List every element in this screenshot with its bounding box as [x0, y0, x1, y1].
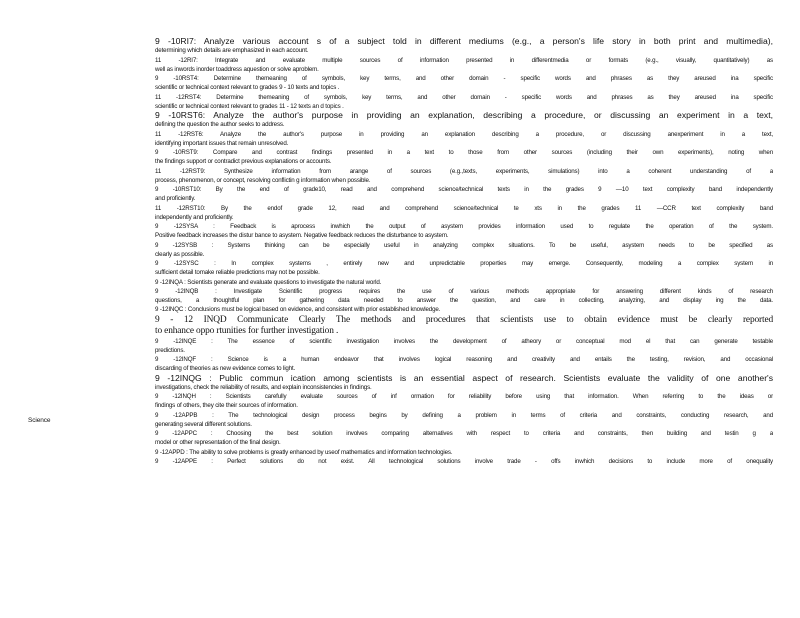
standard-text-line: Positive feedback increases the distur bance to asystem. Negative feedback reduces the disturbance to asystem. — [155, 232, 449, 240]
standard-entry — [155, 315, 773, 337]
standard-text-line: 9 -10RST4: Determine themeaning of symbols, key terms, and other domain - specific words and phrases as they areused ina specific — [155, 75, 773, 82]
subject-label: Science — [28, 417, 51, 424]
standard-text-line: 11 -12RST6: Analyze the author's purpose in providing an explanation describing a procedure, or discussing anexperiment in a text, — [155, 130, 773, 138]
standard-text-line: 9 -12INQG : Public commun ication among scientists is an essential aspect of research. Scientists evaluate the validity of one another's — [155, 373, 773, 383]
standard-text-line: process, phenomenon, or concept, resolving conflictin g information when possible. — [155, 176, 371, 184]
standard-text-line: well as inwords inorder toaddress aquestion or solve aproblem. — [155, 65, 319, 73]
standard-text-line: 9 -12SYSA : Feedback is aprocess inwhich the output of asystem provides information used to regulate the operation of the system. — [155, 223, 773, 230]
standard-text-line: 9 -10RST10: By the end of grade10, read and comprehend science/technical texts in the grades 9 —10 text complexity band independently — [155, 186, 773, 193]
standard-text-line: 9 -12INQC : Conclusions must be logical based on evidence, and consistent with prior established knowledge. — [155, 306, 441, 314]
standard-entry — [155, 278, 773, 287]
standard-text-line: 11 -12RST10: By the endof grade 12, read and comprehend science/technical te xts in the grades 11 —CCR text complexity band — [155, 204, 773, 212]
standard-text-line: 9 -10RI7: Analyze various account s of a subject told in different mediums (e.g., a person's life story in both print and multimedia), — [155, 37, 773, 46]
standard-text-line: the findings support or contradict previous explanations or accounts. — [155, 158, 332, 166]
standard-entry — [155, 74, 773, 93]
standard-text-line: and proficiently. — [155, 195, 196, 203]
standards-document — [155, 37, 773, 466]
standard-entry — [155, 259, 773, 278]
standard-text-line: discarding of theories as new evidence comes to light. — [155, 365, 296, 373]
standard-entry — [155, 111, 773, 130]
standard-entry — [155, 204, 773, 223]
standard-text-line: 9 -12APPB : The technological design process begins by defining a problem in terms of criteria and constraints, conducting research, and — [155, 411, 773, 419]
standard-entry — [155, 222, 773, 241]
standard-text-line: model or other representation of the final design. — [155, 439, 281, 447]
standard-entry — [155, 93, 773, 112]
standard-text-line: 9 -12APPD : The ability to solve problems is greatly enhanced by useof mathematics and information technologies. — [155, 448, 453, 456]
standard-text-line: generating several different solutions. — [155, 420, 252, 428]
standard-entry — [155, 411, 773, 430]
standard-text-line: 9 -10RST6: Analyze the author's purpose in providing an explanation, describing a procedure, or discussing an experiment in a text, — [155, 111, 773, 120]
standard-text-line: determining which details are emphasized in each account. — [155, 47, 309, 55]
standard-entry — [155, 457, 773, 466]
standard-entry — [155, 185, 773, 204]
standard-text-line: to enhance oppo rtunities for further investigation . — [155, 325, 339, 336]
standard-entry — [155, 429, 773, 448]
standard-text-line: scientific or technical context relevant to grades 9 - 10 texts and topics . — [155, 84, 340, 92]
standard-entry — [155, 167, 773, 186]
standard-text-line: 9 -12SYSB : Systems thinking can be especially useful in analyzing complex situations. To be useful, asystem needs to be specified as — [155, 241, 773, 249]
standard-text-line: 11 -12RI7: Integrate and evaluate multiple sources of information presented in differentmedia or formats (e.g., visually, quantitatively) as — [155, 56, 773, 64]
standard-entry — [155, 287, 773, 306]
standard-entry — [155, 241, 773, 260]
standard-text-line: 11 -12RST4: Determine themeaning of symbols, key terms, and other domain - specific words and phrases as they areused ina specific — [155, 93, 773, 101]
standard-text-line: defining the question the author seeks to address. — [155, 121, 285, 129]
standard-entry — [155, 337, 773, 356]
standard-entry — [155, 448, 773, 457]
standard-text-line: 9 -12INQA : Scientists generate and evaluate questions to investigate the natural world. — [155, 278, 382, 286]
standard-text-line: independently and proficiently. — [155, 213, 234, 221]
standard-text-line: 9 -12APPC : Choosing the best solution involves comparing alternatives with respect to criteria and constraints, then building and testin g a — [155, 430, 773, 437]
standard-text-line: investigations, check the reliability of results, and explain inconsistencies in findings. — [155, 383, 372, 391]
standard-text-line: identifying important issues that remain unresolved. — [155, 139, 289, 147]
standard-text-line: 9 -12INQH : Scientists carefully evaluate sources of inf ormation for reliability before using that information. When referring to the ideas or — [155, 393, 773, 400]
standard-text-line: 9 - 12 INQD Communicate Clearly The methods and procedures that scientists use to obtain evidence must be clearly reported — [155, 314, 773, 325]
standard-entry — [155, 37, 773, 56]
standard-entry — [155, 56, 773, 75]
standard-text-line: 11 -12RST9: Synthesize information from arange of sources (e.g.,texts, experiments, simulations) into a coherent understanding of a — [155, 167, 773, 175]
standard-text-line: 9 -12SYSC : In complex systems , entirely new and unpredictable properties may emerge. Consequently, modeling a complex system in — [155, 260, 773, 267]
standard-entry — [155, 392, 773, 411]
standard-text-line: 9 -10RST9: Compare and contrast findings presented in a text to those from other sources (including their own experiments), noting when — [155, 149, 773, 156]
standard-entry — [155, 130, 773, 149]
standard-text-line: 9 -12INQF : Science is a human endeavor that involves logical reasoning and creativity and entails the testing, revision, and occasional — [155, 356, 773, 363]
standard-text-line: 9 -12APPE : Perfect solutions do not exist. All technological solutions involve trade - offs inwhich decisions to include more of onequality — [155, 457, 773, 465]
standard-text-line: findings of others, they cite their sources of information. — [155, 402, 298, 410]
standard-entry — [155, 355, 773, 374]
standard-text-line: questions, a thoughtful plan for gathering data needed to answer the question, and care in collecting, analyzing, and display ing the data. — [155, 297, 773, 304]
standard-entry — [155, 305, 773, 314]
standard-text-line: clearly as possible. — [155, 250, 205, 258]
standard-text-line: 9 -12INQB : Investigate Scientific progress requires the use of various methods appropriate for answering different kinds of research — [155, 287, 773, 295]
standard-entry — [155, 374, 773, 393]
standard-text-line: sufficient detail tomake reliable predictions may not be possible. — [155, 269, 320, 277]
standard-text-line: predictions. — [155, 346, 185, 354]
standard-text-line: 9 -12INQE : The essence of scientific investigation involves the development of atheory or conceptual mod el that can generate testable — [155, 337, 773, 345]
standard-text-line: scientific or technical context relevant to grades 11 - 12 texts an d topics . — [155, 102, 344, 110]
standard-entry — [155, 148, 773, 167]
